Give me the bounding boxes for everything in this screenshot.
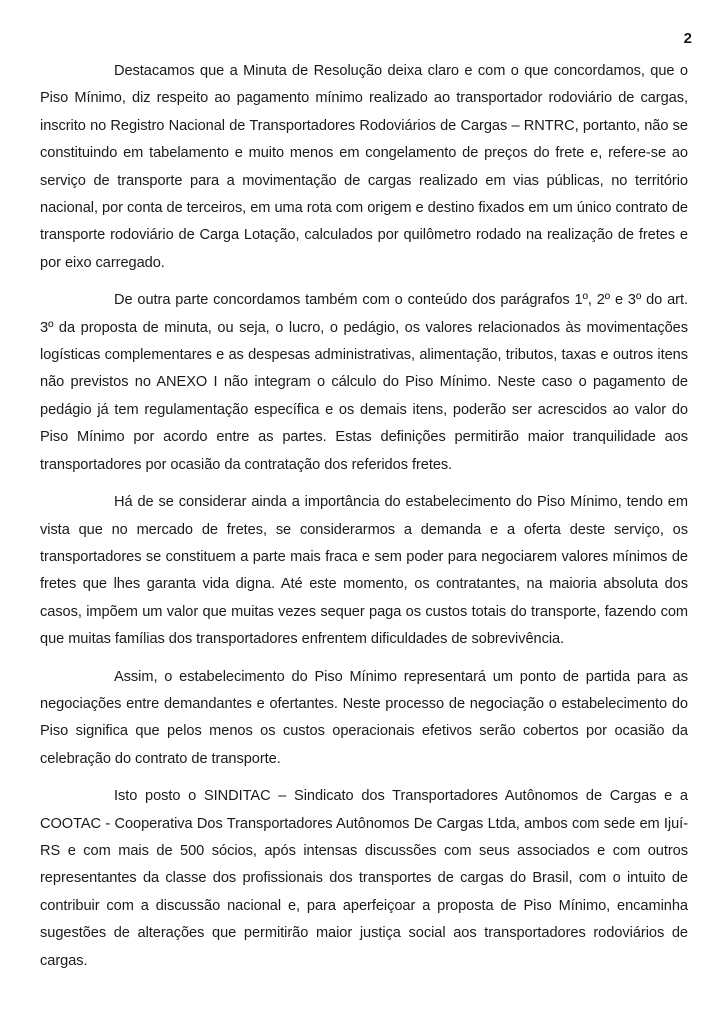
paragraph-ponto-de-partida: Assim, o estabelecimento do Piso Mínimo representará um ponto de partida para as negociações entre demandantes e ofertantes. Neste processo de negociação o estabelecimento do Piso significa que pelos menos os custos operacionais efetivos serão cobertos por ocasião da celebração do contrato de transporte.: [40, 668, 688, 767]
paragraph-minuta-resolucao: Destacamos que a Minuta de Resolução deixa claro e com o que concordamos, que o Piso Mínimo, diz respeito ao pagamento mínimo realizado ao transportador rodoviário de cargas, inscrito no Registro Nacional de Transportadores Rodoviários de Cargas – RNTRC, portanto, não se constituindo em tabelamento e muito menos em congelamento de preços do frete e, refere-se ao serviço de transporte para a movimentação de cargas realizado em vias públicas, no território nacional, por conta de terceiros, em uma rota com origem e destino fixados em um único contrato de transporte rodoviário de Carga Lotação, calculados por quilômetro rodado na realização de fretes e por eixo carregado.: [40, 63, 688, 271]
page-number: 2: [683, 30, 692, 47]
paragraph-importancia-piso: Há de se considerar ainda a importância do estabelecimento do Piso Mínimo, tendo em vista que no mercado de fretes, se considerarmos a demanda e a oferta deste serviço, os transportadores se constituem a parte mais fraca e sem poder para negociarem valores mínimos de fretes que lhes garanta vida digna. Até este momento, os contratantes, na maioria absoluta dos casos, impõem um valor que muitas vezes sequer paga os custos totais do transporte, fazendo com que muitas famílias dos transportadores enfrentem dificuldades de sobrevivência.: [40, 494, 688, 648]
paragraph-paragrafos-art-3: De outra parte concordamos também com o conteúdo dos parágrafos 1º, 2º e 3º do art. 3º da proposta de minuta, ou seja, o lucro, o pedágio, os valores relacionados às movimentações logísticas complementares e as despesas administrativas, alimentação, tributos, taxas e outros itens não previstos no ANEXO I não integram o cálculo do Piso Mínimo. Neste caso o pagamento de pedágio já tem regulamentação específica e os demais itens, poderão ser acrescidos ao valor do Piso Mínimo por acordo entre as partes. Estas definições permitirão maior tranquilidade aos transportadores por ocasião da contratação dos referidos fretes.: [40, 292, 688, 473]
paragraph-sinditac-cootac: Isto posto o SINDITAC – Sindicato dos Transportadores Autônomos de Cargas e a COOTAC - Cooperativa Dos Transportadores Autônomos De Cargas Ltda, ambos com sede em Ijuí-RS e com mais de 500 sócios, após intensas discussões com seus associados e com outros representantes da classe dos profissionais dos transportes de cargas do Brasil, com o intuito de contribuir com a discussão nacional e, para aperfeiçoar a proposta de Piso Mínimo, encaminha sugestões de alterações que permitirão maior justiça social aos transportadores rodoviários de cargas.: [40, 788, 688, 969]
document-body: [40, 58, 688, 985]
